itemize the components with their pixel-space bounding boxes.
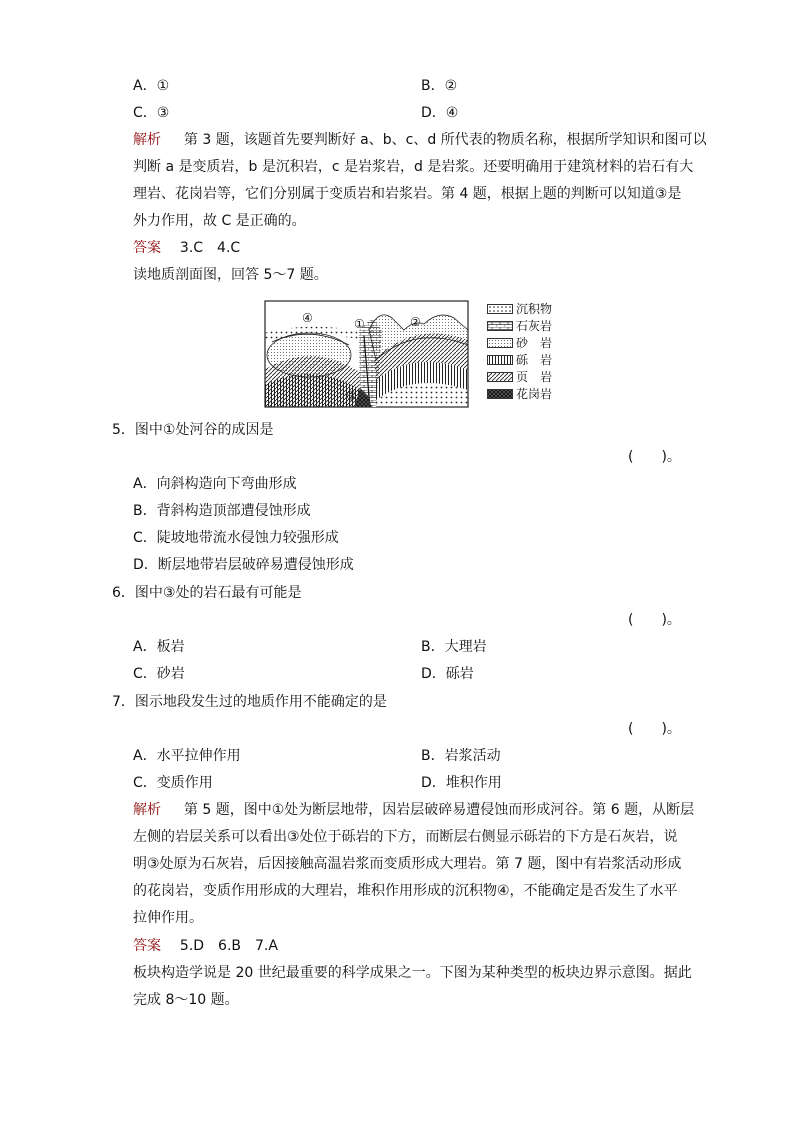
analysis-line: 判断 a 是变质岩，b 是沉积岩，c 是岩浆岩，d 是岩浆。还要明确用于建筑材料的岩石有大 <box>133 159 694 175</box>
answer-text: 3.C 4.C <box>179 240 241 256</box>
marker-4: ④ <box>302 311 313 325</box>
analysis-line: 拉伸作用。 <box>133 910 203 926</box>
question-6-stem: 6．图中③处的岩石最有可能是 <box>112 585 302 601</box>
answer-label: 答案 <box>133 938 161 954</box>
answer-blank: ( )。 <box>628 449 681 465</box>
answer-blank: ( )。 <box>628 721 681 737</box>
analysis-line: 的花岗岩，变质作用形成的大理岩，堆积作用形成的沉积物④，不能确定是否发生了水平 <box>133 883 678 899</box>
option-c: C．变质作用 <box>133 775 213 791</box>
diagonal-hatch-swatch-icon <box>487 372 513 382</box>
section-intro: 完成 8～10 题。 <box>133 992 239 1008</box>
option-a: A．① <box>133 78 170 94</box>
dark-cross-swatch-icon <box>487 389 513 399</box>
brick-swatch-icon <box>487 321 513 331</box>
section-intro: 板块构造学说是 20 世纪最重要的科学成果之一。下图为某种类型的板块边界示意图。据此 <box>133 965 692 981</box>
option-a: A．水平拉伸作用 <box>133 748 241 764</box>
option-a: A．板岩 <box>133 639 185 655</box>
option-c: C．③ <box>133 105 170 121</box>
vertical-line-swatch-icon <box>487 355 513 365</box>
analysis-label: 解析 <box>133 802 161 818</box>
answer-line <box>133 936 278 956</box>
analysis-line: 解析 第 5 题，图中①处为断层地带，因岩层破碎易遭侵蚀而形成河谷。第 6 题，从断层 <box>133 802 695 818</box>
option-b: B．背斜构造顶部遭侵蚀形成 <box>133 503 311 519</box>
answer-text: 5.D 6.B 7.A <box>179 938 278 954</box>
question-7-stem: 7．图示地段发生过的地质作用不能确定的是 <box>112 694 387 710</box>
option-d: D．断层地带岩层破碎易遭侵蚀形成 <box>133 557 354 573</box>
analysis-line: 左侧的岩层关系可以看出③处位于砾岩的下方，而断层右侧显示砾岩的下方是石灰岩，说 <box>133 829 678 845</box>
answer-blank: ( )。 <box>628 612 681 628</box>
analysis-line: 理岩、花岗岩等，它们分别属于变质岩和岩浆岩。第 4 题，根据上题的判断可以知道③是 <box>133 186 682 202</box>
dotted-swatch-icon <box>487 304 513 314</box>
option-b: B．岩浆活动 <box>421 748 501 764</box>
option-b: B．大理岩 <box>421 639 487 655</box>
analysis-line: 解析 第 3 题，该题首先要判断好 a、b、c、d 所代表的物质名称，根据所学知识和图可以 <box>133 132 707 148</box>
analysis-line: 明③处原为石灰岩，后因接触高温岩浆而变质形成大理岩。第 7 题，图中有岩浆活动形成 <box>133 856 682 872</box>
section-intro: 读地质剖面图，回答 5～7 题。 <box>133 267 328 283</box>
fine-dot-swatch-icon <box>487 338 513 348</box>
question-5-stem: 5．图中①处河谷的成因是 <box>112 422 274 438</box>
marker-3: ③ <box>346 389 357 403</box>
answer-label: 答案 <box>133 240 161 256</box>
option-d: D．砾岩 <box>421 666 474 682</box>
option-c: C．陡坡地带流水侵蚀力较强形成 <box>133 530 339 546</box>
analysis-label: 解析 <box>133 132 161 148</box>
option-b: B．② <box>421 78 458 94</box>
marker-2: ② <box>410 315 421 329</box>
answer-line <box>133 238 240 258</box>
marker-1: ① <box>354 317 365 331</box>
option-c: C．砂岩 <box>133 666 185 682</box>
option-d: D．堆积作用 <box>421 775 502 791</box>
analysis-line: 外力作用，故 C 是正确的。 <box>133 213 306 229</box>
option-a: A．向斜构造向下弯曲形成 <box>133 476 297 492</box>
option-d: D．④ <box>421 105 459 121</box>
